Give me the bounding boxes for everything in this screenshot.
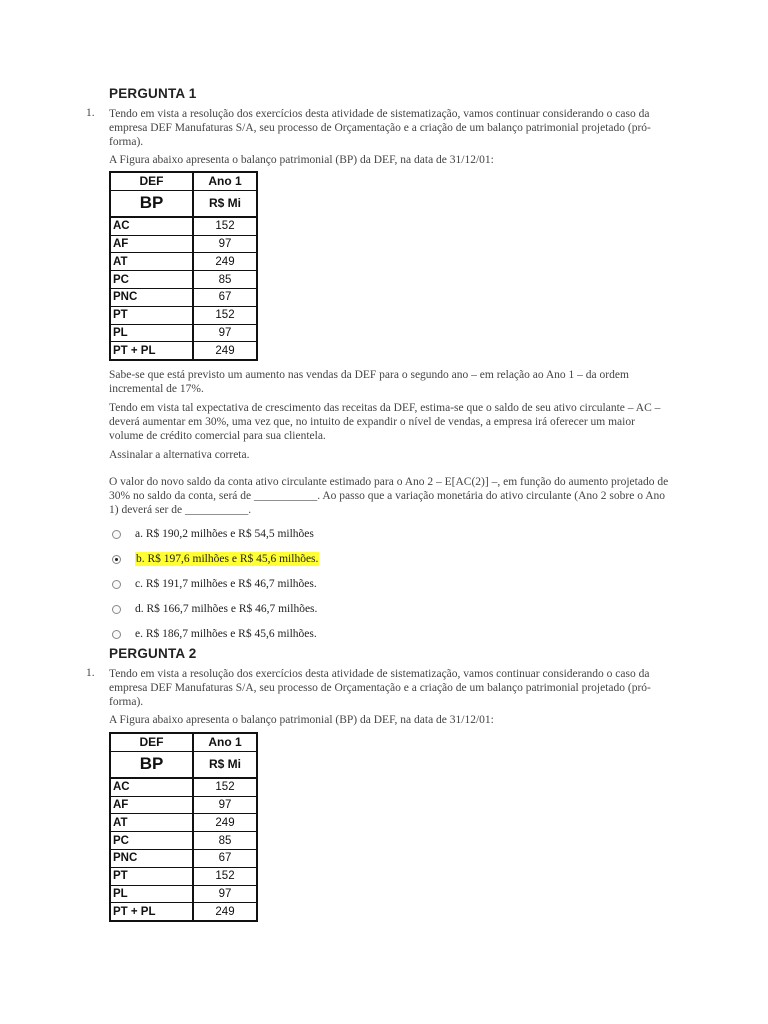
row-value: 152: [193, 778, 257, 796]
row-value: 249: [193, 814, 257, 832]
table-row: [110, 342, 257, 360]
option-c-text: R$ 191,7 milhões e R$ 46,7 milhões.: [145, 578, 317, 590]
table-row: [110, 217, 257, 235]
table-header-year: Ano 1: [193, 733, 257, 751]
table-row: [110, 814, 257, 832]
row-label: PNC: [110, 288, 193, 306]
option-d-letter: d.: [135, 603, 144, 615]
table-header-year: Ano 1: [193, 172, 257, 190]
option-c-letter: c.: [135, 578, 143, 590]
option-e[interactable]: [112, 626, 317, 642]
table-row: [110, 235, 257, 253]
option-b-highlight: [135, 552, 319, 566]
row-label: PL: [110, 324, 193, 342]
table-subheader-bp: BP: [110, 190, 193, 217]
radio-button-e[interactable]: [112, 630, 121, 639]
row-value: 97: [193, 885, 257, 903]
row-value: 85: [193, 832, 257, 850]
table-row: [110, 306, 257, 324]
row-value: 97: [193, 235, 257, 253]
option-a[interactable]: [112, 526, 314, 542]
table-row: [110, 288, 257, 306]
question-1-paragraph-4: O valor do novo saldo da conta ativo circulante estimado para o Ano 2 – E[AC(2)] –, em função do aumento projetado de 30% no saldo da conta, será de ___________. Ao passo que a variação monetária do ativo circulante (Ano 2 sobre o Ano 1) deverá ser de ___________.: [109, 476, 669, 516]
question-1-balance-table: [109, 171, 258, 361]
row-label: AF: [110, 796, 193, 814]
question-1-figure-caption: A Figura abaixo apresenta o balanço patrimonial (BP) da DEF, na data de 31/12/01:: [109, 154, 494, 166]
question-1-paragraph-3: Assinalar a alternativa correta.: [109, 449, 250, 461]
row-value: 249: [193, 342, 257, 360]
question-2-number: 1.: [86, 667, 95, 679]
row-label: PT: [110, 306, 193, 324]
table-subheader-unit: R$ Mi: [193, 190, 257, 217]
table-row: [110, 253, 257, 271]
table-subheader-unit: R$ Mi: [193, 751, 257, 778]
row-value: 152: [193, 867, 257, 885]
row-label: AC: [110, 778, 193, 796]
option-a-letter: a.: [135, 528, 143, 540]
row-label: PC: [110, 271, 193, 289]
table-row: [110, 796, 257, 814]
row-value: 85: [193, 271, 257, 289]
row-label: PL: [110, 885, 193, 903]
row-value: 152: [193, 217, 257, 235]
option-c[interactable]: [112, 576, 317, 592]
row-value: 67: [193, 849, 257, 867]
row-value: 67: [193, 288, 257, 306]
row-label: PC: [110, 832, 193, 850]
radio-button-a[interactable]: [112, 530, 121, 539]
table-header-def: DEF: [110, 733, 193, 751]
question-1-paragraph-1: Sabe-se que está previsto um aumento nas vendas da DEF para o segundo ano – em relação ao Ano 1 – da ordem incremental de 17%.: [109, 369, 629, 395]
question-2-balance-table: [109, 732, 258, 922]
row-value: 249: [193, 903, 257, 921]
question-2-title: PERGUNTA 2: [109, 646, 197, 661]
table-row: [110, 885, 257, 903]
radio-button-b[interactable]: [112, 555, 121, 564]
table-row: [110, 903, 257, 921]
table-row: [110, 271, 257, 289]
option-d[interactable]: [112, 601, 317, 617]
radio-button-d[interactable]: [112, 605, 121, 614]
row-value: 97: [193, 796, 257, 814]
option-d-text: R$ 166,7 milhões e R$ 46,7 milhões.: [146, 603, 318, 615]
question-1-intro: Tendo em vista a resolução dos exercícios desta atividade de sistematização, vamos continuar considerando o caso da empresa DEF Manufaturas S/A, seu processo de Orçamentação e a criação de um balanço patrimonial projetado (pró-forma).: [109, 108, 651, 148]
question-1-title: PERGUNTA 1: [109, 86, 197, 101]
table-row: [110, 778, 257, 796]
table-row: [110, 849, 257, 867]
table-subheader-bp: BP: [110, 751, 193, 778]
row-label: PT + PL: [110, 903, 193, 921]
radio-button-c[interactable]: [112, 580, 121, 589]
option-b[interactable]: [112, 551, 319, 567]
option-e-text: R$ 186,7 milhões e R$ 45,6 milhões.: [145, 628, 317, 640]
row-label: AT: [110, 814, 193, 832]
row-label: PT: [110, 867, 193, 885]
question-1-paragraph-2: Tendo em vista tal expectativa de crescimento das receitas da DEF, estima-se que o saldo de seu ativo circulante – AC – deverá aumentar em 30%, uma vez que, no intuito de expandir o nível de vendas, a empresa irá oferecer um maior volume de crédito comercial para sua clientela.: [109, 402, 661, 442]
row-value: 249: [193, 253, 257, 271]
table-row: [110, 324, 257, 342]
option-a-text: R$ 190,2 milhões e R$ 54,5 milhões: [145, 528, 314, 540]
option-b-text: R$ 197,6 milhões e R$ 45,6 milhões.: [147, 553, 319, 565]
row-label: PT + PL: [110, 342, 193, 360]
option-e-letter: e.: [135, 628, 143, 640]
option-b-letter: b.: [136, 553, 145, 565]
question-2-figure-caption: A Figura abaixo apresenta o balanço patrimonial (BP) da DEF, na data de 31/12/01:: [109, 714, 494, 726]
table-row: [110, 867, 257, 885]
row-label: AF: [110, 235, 193, 253]
row-value: 97: [193, 324, 257, 342]
question-1-number: 1.: [86, 107, 95, 119]
question-2-intro: Tendo em vista a resolução dos exercícios desta atividade de sistematização, vamos continuar considerando o caso da empresa DEF Manufaturas S/A, seu processo de Orçamentação e a criação de um balanço patrimonial projetado (pró-forma).: [109, 668, 651, 708]
row-value: 152: [193, 306, 257, 324]
row-label: AT: [110, 253, 193, 271]
table-header-def: DEF: [110, 172, 193, 190]
row-label: PNC: [110, 849, 193, 867]
row-label: AC: [110, 217, 193, 235]
table-row: [110, 832, 257, 850]
